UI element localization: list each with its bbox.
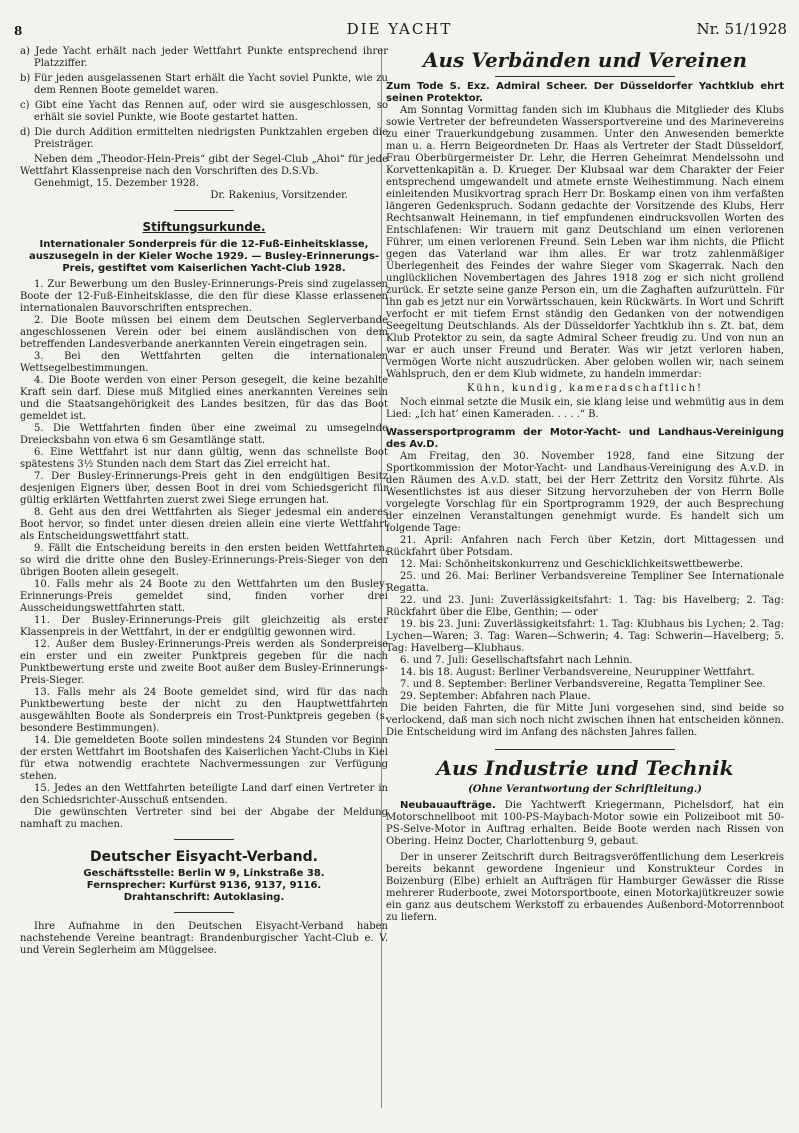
page-header [0, 18, 799, 42]
separator-rule [174, 210, 234, 211]
paragraph-6: 6. Eine Wettfahrt ist nur dann gültig, wenn das schnellste Boot spätestens 3½ Stunden nach dem Start das Ziel erreicht hat. [20, 447, 388, 470]
paragraph-2: 2. Die Boote müssen bei einem dem Deutschen Seglerverbande angeschlossenen Verein oder bei einem ausländischen von dem betreffenden Landesverbande anerkannten Verein eingetragen sein. [20, 315, 388, 350]
paragraph-9: 9. Fällt die Entscheidung bereits in den ersten beiden Wettfahrten, so wird die dritte ohne den Busley-Erinnerungs-Preis-Sieger von den übrigen Booten allein gesegelt. [20, 543, 388, 578]
separator-rule [495, 76, 675, 77]
paragraph-8: 8. Geht aus den drei Wettfahrten als Sieger jedesmal ein anderes Boot hervor, so findet unter diesen dreien allein eine vierte Wettfahrt als Entscheidungswettfahrt statt. [20, 507, 388, 542]
separator-rule [174, 912, 234, 913]
paragraph-13: 13. Falls mehr als 24 Boote gemeldet sind, wird für das nach Punktbewertung beste der nicht zu den Hauptwettfahrten ausgewählten Boote als Sonderpreis ein Trost-Punktpreis gegeben (s. besondere Bestimmungen). [20, 687, 388, 734]
stiftung-heading: Stiftungsurkunde. [142, 220, 266, 234]
left-column [20, 46, 388, 957]
rule-b: b) Für jeden ausgelassenen Start erhält die Yacht soviel Punkte, wie zu dem Rennen Boote gemeldet waren. [20, 73, 388, 96]
program-item: 25. und 26. Mai: Berliner Verbandsvereine Templiner See Internationale Regatta. [386, 571, 784, 594]
section-industrie-title: Aus Industrie und Technik [436, 756, 734, 780]
right-column [386, 46, 784, 924]
separator-rule [174, 839, 234, 840]
eisyacht-address: Geschäftsstelle: Berlin W 9, Linkstraße 38. [83, 868, 325, 879]
rule-c: c) Gibt eine Yacht das Rennen auf, oder wird sie ausgeschlossen, so erhält sie soviel Punkte, wie Boote gestartet hatten. [20, 100, 388, 123]
masthead-title: DIE YACHT [346, 20, 453, 38]
eisyacht-heading: Deutscher Eisyacht-Verband. [90, 849, 318, 865]
avd-close: Die beiden Fahrten, die für Mitte Juni vorgesehen sind, sind beide so verlockend, daß man sich noch nicht zwischen ihnen hat entscheiden können. Die Entscheidung wird im Anfang des nächsten Jahres fallen. [386, 703, 784, 738]
neubau-text: Die Yachtwerft Kriegermann, Pichelsdorf, hat ein Motorschnellboot mit 100-PS-Maybach-Motor sowie ein Polizeiboot mit 50-PS-Selve-Motor in Auftrag erhalten. Beide Boote werden nach Rissen von Obering. Heinz Docter, Charlottenburg 9, gebaut. [386, 800, 784, 847]
rule-a: a) Jede Yacht erhält nach jeder Wettfahrt Punkte entsprechend ihrer Platzziffer. [20, 46, 388, 69]
issue-number: Nr. 51/1928 [696, 20, 787, 38]
rule-d: d) Die durch Addition ermittelten niedrigsten Punktzahlen ergeben die Preisträger. [20, 127, 388, 150]
neubau-lead: Neubauaufträge. [400, 800, 496, 811]
stiftung-subheading: Internationaler Sonderpreis für die 12-Fuß-Einheitsklasse, auszusegeln in der Kieler Woche 1929. — Busley-Erinnerungs-Preis, gestiftet vom Kaiserlichen Yacht-Club 1928. [28, 239, 380, 274]
cordes-text: Der in unserer Zeitschrift durch Beitragsveröffentlichung dem Leserkreis bereits bekannt gewordene Ingenieur und Konstrukteur Cordes in Boizenburg (Elbe) erhielt an Aufträgen für Hamburger Gewässer die Risse mehrerer Ruderboote, zwei Motorsportboote, einen Motorkajütkreuzer sowie ein ganz aus deutschem Werkstoff zu erbauendes Außenbord-Motorrennboot zu liefern. [386, 852, 784, 923]
motto: Kühn, kundig, kameradschaftlich! [466, 383, 704, 394]
paragraph-5: 5. Die Wettfahrten finden über eine zweimal zu umsegelnde Dreiecksbahn von etwa 6 sm Gesamtlänge statt. [20, 423, 388, 446]
scheer-text: Am Sonntag Vormittag fanden sich im Klubhaus die Mitglieder des Klubs sowie Vertreter der befreundeten Wassersportvereine und des Marinevereins zu einer Trauerkundgebung zusammen. Unter den Anwesenden bemerkte man u. a. Herrn Beigeordneten Dr. Haas als Vertreter der Stadt Düsseldorf, Frau Oberbürgermeister Dr. Lehr, die Herren Geheimrat Mendelssohn und Korvettenkapitän a. D. Krueger. Der Klubsaal war dem Charakter der Feier entsprechend umgewandelt und atmete ernste Weihestimmung. Nach einem einleitenden Musikvortrag sprach Herr Dr. Boskamp einen von ihm verfaßten längeren Gedenkspruch. Sodann gedachte der Vorsitzende des Klubs, Herr Rechtsanwalt Heinemann, in tief empfundenen eindrucksvollen Worten des Entschlafenen: Wir trauern mit ganz Deutschland um einen verlorenen Führer, um einen verlorenen Freund. Sein Leben war ihm nichts, die Pflicht gegen das Vaterland war ihm alles. Er war trotz zahlenmäßiger Überlegenheit des Feindes der wahre Sieger vom Skagerrak. Nach den unglücklichen Novembertagen des Jahres 1918 zog er sich nicht grollend zurück. Er setzte seine ganze Person ein, um die Zaghaften aufzurütteln. Für ihn gab es jetzt nur ein Vorwärtsschauen, kein Rückwärts. In Wort und Schrift verfocht er mit tiefem Ernst ständig den Gedanken von der notwendigen Seegeltung Deutschlands. Als der Düsseldorfer Yachtklub ihn s. Zt. bat, dem Klub Protektor zu sein, da sagte Admiral Scheer freudig zu. Und von nun an war er auch unser Freund und Berater. Was wir jetzt verloren haben, vermögen Worte nicht auszudrücken. Aber geloben wollen wir, nach seinem Wahlspruch, den er dem Klub widmete, zu handeln immerdar: [386, 105, 784, 380]
paragraph-7: 7. Der Busley-Erinnerungs-Preis geht in den endgültigen Besitz desjenigen Eigners über, dessen Boot in drei vom Schiedsgericht für gültig erklärten Wettfahrten zuerst zwei Siege errungen hat. [20, 471, 388, 506]
program-item: 7. und 8. September: Berliner Verbandsvereine, Regatta Templiner See. [400, 679, 766, 690]
scheer-close: Noch einmal setzte die Musik ein, sie klang leise und wehmütig aus in dem Lied: „Ich hat’ einen Kameraden. . . . .“ B. [386, 397, 784, 420]
approval-date: Genehmigt, 15. Dezember 1928. [34, 178, 199, 189]
paragraph-14: 14. Die gemeldeten Boote sollen mindestens 24 Stunden vor Beginn der ersten Wettfahrt im Bootshafen des Kaiserlichen Yacht-Clubs in Kiel für etwa notwendig erachtete Nachvermessungen zur Verfügung stehen. [20, 735, 388, 782]
program-item: 21. April: Anfahren nach Ferch über Ketzin, dort Mittagessen und Rückfahrt über Potsdam. [386, 535, 784, 558]
neubau-paragraph [386, 800, 784, 848]
eisyacht-text: Ihre Aufnahme in den Deutschen Eisyacht-Verband haben nachstehende Vereine beantragt: Brandenburgischer Yacht-Club e. V. und Verein Seglerheim am Müggelsee. [20, 921, 388, 956]
paragraph-10: 10. Falls mehr als 24 Boote zu den Wettfahrten um den Busley-Erinnerungs-Preis gemeldet sind, finden vorher drei Ausscheidungswettfahrten statt. [20, 579, 388, 614]
eisyacht-telegram: Drahtanschrift: Autoklasing. [123, 892, 285, 903]
eisyacht-phone: Fernsprecher: Kurfürst 9136, 9137, 9116. [86, 880, 322, 891]
program-item: 14. bis 18. August: Berliner Verbandsvereine, Neuruppiner Wettfahrt. [400, 667, 755, 678]
avd-text: Am Freitag, den 30. November 1928, fand eine Sitzung der Sportkommission der Motor-Yacht- und Landhaus-Vereinigung des A.v.D. in den Räumen des A.v.D. statt, bei der Herr Zettritz den Vorsitz führte. Als Wesentlichstes ist aus dieser Sitzung hervorzuheben der von Herrn Bolle vorgelegte Vorschlag für ein Sportprogramm 1929, der auch Besprechung der einzelnen Veranstaltungen genehmigt wurde. Es handelt sich um folgende Tage: [386, 451, 784, 534]
hein-preis-text: Neben dem „Theodor-Hein-Preis“ gibt der Segel-Club „Ahoi“ für jede Wettfahrt Klassenpreise nach den Vorschriften des D.S.Vb. [20, 154, 388, 177]
scheer-lead: Zum Tode S. Exz. Admiral Scheer. Der Düsseldorfer Yachtklub ehrt seinen Protektor. [386, 81, 784, 104]
section-industrie-subtitle: (Ohne Verantwortung der Schriftleitung.) [468, 784, 702, 795]
paragraph-15: 15. Jedes an den Wettfahrten beteiligte Land darf einen Vertreter in den Schiedsrichter-Ausschuß entsenden. [20, 783, 388, 806]
signature: Dr. Rakenius, Vorsitzender. [210, 190, 348, 201]
program-item: 22. und 23. Juni: Zuverlässigkeitsfahrt: 1. Tag: bis Havelberg; 2. Tag: Rückfahrt über die Elbe, Genthin; — oder [386, 595, 784, 618]
section-verbaende-title: Aus Verbänden und Vereinen [422, 48, 748, 72]
paragraph-1: 1. Zur Bewerbung um den Busley-Erinnerungs-Preis sind zugelassen Boote der 12-Fuß-Einheitsklasse, die den für diese Klasse erlassenen internationalen Bauvorschriften entsprechen. [20, 279, 388, 314]
paragraph-12: 12. Außer dem Busley-Erinnerungs-Preis werden als Sonderpreise ein erster und ein zweiter Punktpreis gegeben für die nach Punktbewertung erste und zweite Boot außer dem Busley-Erinnerungs-Preis-Sieger. [20, 639, 388, 686]
paragraph-4: 4. Die Boote werden von einer Person gesegelt, die keine bezahlte Kraft sein darf. Diese muß Mitglied eines anerkannten Vereines sein und die Staatsangehörigkeit des Landes besitzen, für das das Boot gemeldet ist. [20, 375, 388, 422]
program-item: 12. Mai: Schönheitskonkurrenz und Geschicklichkeitswettbewerbe. [400, 559, 744, 570]
program-item: 19. bis 23. Juni: Zuverlässigkeitsfahrt: 1. Tag: Klubhaus bis Lychen; 2. Tag: Lychen—Waren; 3. Tag: Waren—Schwerin; 4. Tag: Schwerin—Havelberg; 5. Tag: Havelberg—Klubhaus. [386, 619, 784, 654]
separator-rule [495, 749, 675, 750]
paragraph-3: 3. Bei den Wettfahrten gelten die internationalen Wettsegelbestimmungen. [20, 351, 388, 374]
page-number: 8 [14, 24, 23, 38]
paragraph-11: 11. Der Busley-Erinnerungs-Preis gilt gleichzeitig als erster Klassenpreis in der Wettfahrt, in der er endgültig gewonnen wird. [20, 615, 388, 638]
program-item: 29. September: Abfahren nach Plaue. [400, 691, 591, 702]
avd-lead: Wassersportprogramm der Motor-Yacht- und Landhaus-Vereinigung des Av.D. [386, 427, 784, 450]
paragraph-16: Die gewünschten Vertreter sind bei der Abgabe der Meldung namhaft zu machen. [20, 807, 388, 830]
program-item: 6. und 7. Juli: Gesellschaftsfahrt nach Lehnin. [400, 655, 633, 666]
